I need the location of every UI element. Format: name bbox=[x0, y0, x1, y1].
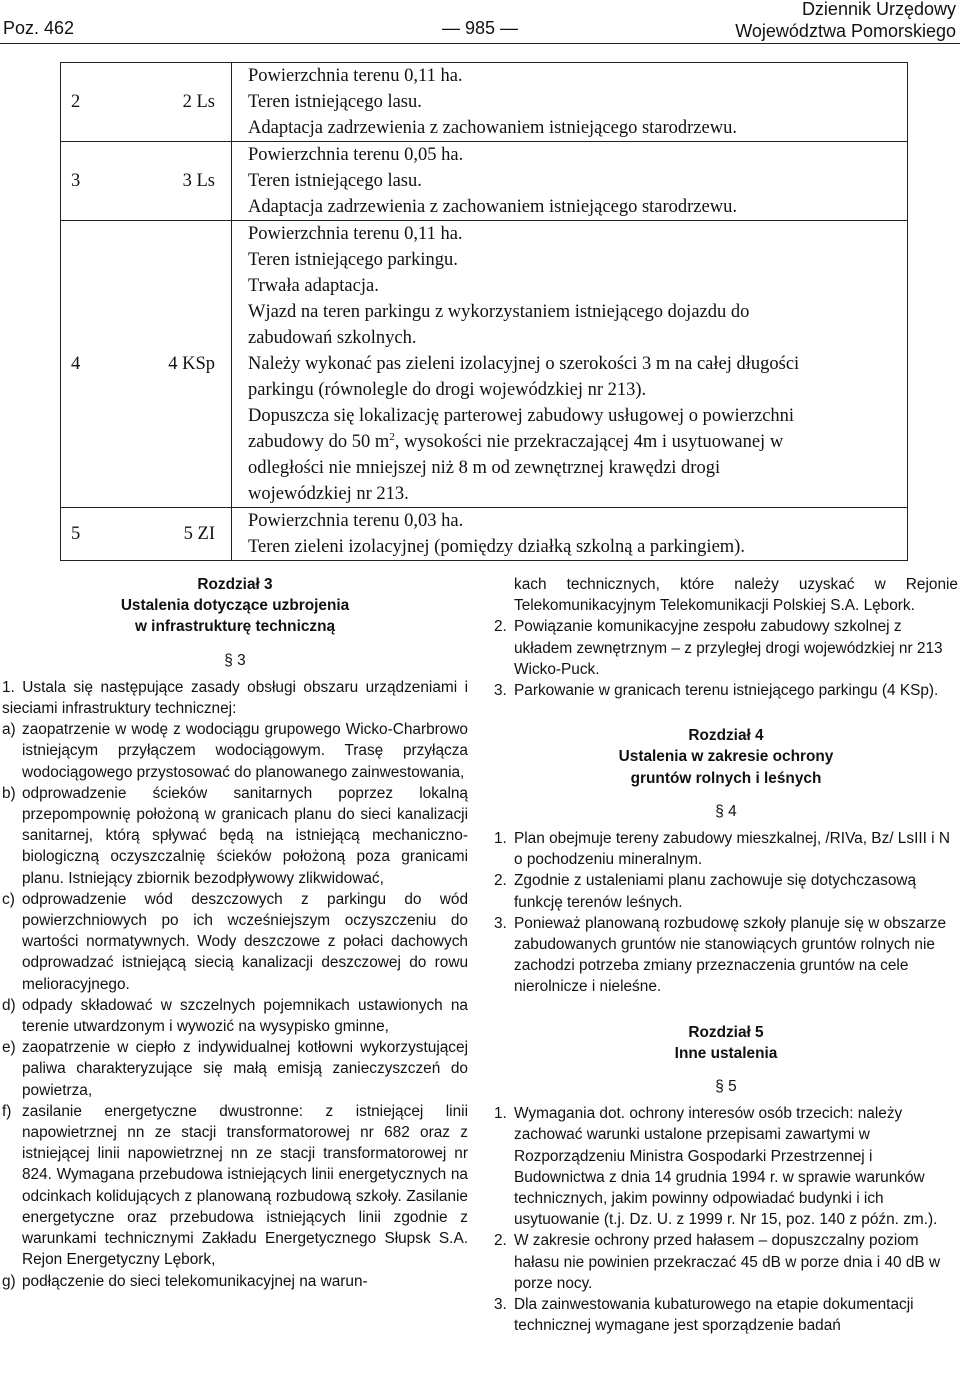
chapter-3-subtitle: w infrastrukturę techniczną bbox=[134, 618, 336, 636]
description-line: Teren zieleni izolacyjnej (pomiędzy działką szkolną a parkingiem). bbox=[248, 537, 745, 557]
row-symbol: 5 ZI bbox=[131, 508, 232, 561]
description-line: Powierzchnia terenu 0,11 ha. bbox=[248, 224, 463, 244]
chapter-4-subtitle: gruntów rolnych i leśnych bbox=[630, 769, 822, 787]
description-line bbox=[248, 429, 901, 455]
list-label: 1. bbox=[494, 830, 507, 848]
journal-title-line2: Województwa Pomorskiego bbox=[735, 21, 956, 41]
description-line: Wjazd na teren parkingu z wykorzystaniem istniejącego dojazdu do bbox=[248, 302, 750, 322]
paragraph-sign: § 4 bbox=[715, 802, 737, 820]
list-item bbox=[494, 913, 958, 998]
row-number: 5 bbox=[61, 508, 132, 561]
page-number: — 985 — bbox=[441, 18, 519, 38]
table-row bbox=[61, 221, 908, 508]
list-text: Zgodnie z ustaleniami planu zachowuje się dotychczasową funkcję terenów leśnych. bbox=[514, 872, 917, 911]
list-item bbox=[494, 828, 958, 870]
list-text: odpady składować w szczelnych pojemnikach ustawionych na terenie utwardzonym i wywozić na wysypisko gminne, bbox=[22, 996, 468, 1036]
row-symbol: 4 KSp bbox=[131, 221, 232, 508]
description-line: Powierzchnia terenu 0,05 ha. bbox=[248, 145, 464, 165]
row-number: 3 bbox=[61, 142, 132, 221]
list-label: 3. bbox=[494, 914, 507, 932]
list-text: odprowadzenie wód deszczowych z parkingu do wód powierzchniowych po ich wcześniejszym oczyszczeniu do wartości normatywnych. Wody deszczowe z połaci dachowych odprowadzać istniejącą siecią kanalizacji deszczowej do rowu melioracyjnego. bbox=[22, 890, 468, 993]
list-item bbox=[2, 995, 468, 1037]
list-text: Dla zainwestowania kubaturowego na etapie dokumentacji technicznej wymagane jest sporządzenie badań bbox=[514, 1296, 914, 1335]
table-row bbox=[61, 63, 908, 142]
list-label: c) bbox=[2, 890, 15, 908]
spacer bbox=[494, 998, 958, 1022]
area-text-post: , wysokości nie przekraczającej 4m i usytuowanej w bbox=[394, 432, 784, 452]
description-line: Powierzchnia terenu 0,03 ha. bbox=[248, 511, 464, 531]
list-label: 1. bbox=[494, 1105, 507, 1123]
row-number: 2 bbox=[61, 63, 132, 142]
list-item bbox=[494, 1230, 958, 1294]
list-item bbox=[494, 870, 958, 912]
list-text: Powiązanie komunikacyjne zespołu zabudowy szkolnej z układem zewnętrznym – z przyległej drogi wojewódzkiej nr 213 Wicko-Puck. bbox=[514, 618, 943, 678]
row-number: 4 bbox=[61, 221, 132, 508]
description-line: Teren istniejącego parkingu. bbox=[248, 250, 458, 270]
spacer bbox=[494, 701, 958, 725]
list-label: d) bbox=[2, 996, 16, 1014]
intro-text: 1. Ustala się następujące zasady obsługi obszaru urządzeniami i sieciami infrastruktury technicznej: bbox=[2, 678, 468, 718]
row-symbol: 3 Ls bbox=[131, 142, 232, 221]
left-column bbox=[2, 574, 468, 1292]
chapter-4-title: Rozdział 4 bbox=[688, 727, 764, 745]
description-line: Teren istniejącego lasu. bbox=[248, 171, 422, 191]
header-rule bbox=[0, 43, 960, 44]
list-text: podłączenie do sieci telekomunikacyjnej na warun- bbox=[22, 1272, 368, 1290]
list-label: 3. bbox=[494, 682, 507, 700]
list-label: b) bbox=[2, 784, 16, 802]
list-text: zaopatrzenie w wodę z wodociągu grupowego Wicko-Charbrowo istniejącym przyłączem wodociągowym. Trasę przyłącza wodociągowego przystosować do planowanego zainwestowania, bbox=[22, 721, 468, 781]
chapter-5-subtitle: Inne ustalenia bbox=[674, 1044, 778, 1062]
area-text-pre: zabudowy do 50 m bbox=[248, 432, 390, 452]
list-label: 2. bbox=[494, 618, 507, 636]
description-line: Teren istniejącego lasu. bbox=[248, 92, 422, 112]
list-item bbox=[494, 616, 958, 680]
list-item bbox=[494, 680, 958, 701]
list-text: zasilanie energetyczne dwustronne: z istniejącej linii napowietrznej nn ze stacji transformatorowej nr 682 oraz z istniejącej linii napowietrznej nn ze stacji transformatorowej nr 824. Wymagana przebudowa istniejących linii energetycznych na odcinkach kolidujących z planowaną rozbudową szkoły. Zasilanie energetyczne oraz przebudowa istniejących linii zgodnie z warunkami technicznymi Zakładu Energetycznego Słupsk S.A. Rejon Energetyczny Lębork, bbox=[22, 1102, 468, 1269]
list-label: f) bbox=[2, 1102, 12, 1120]
continuation-text: kach technicznych, które należy uzyskać w Rejonie Telekomunikacyjnym Telekomunikacji Polskiej S.A. Lębork. bbox=[514, 576, 958, 615]
list-item bbox=[2, 1037, 468, 1101]
description-line: odległości nie mniejszej niż 8 m od zewnętrznej krawędzi drogi bbox=[248, 458, 721, 478]
chapter-5-title: Rozdział 5 bbox=[688, 1023, 764, 1041]
description-line: Adaptacja zadrzewienia z zachowaniem istniejącego starodrzewu. bbox=[248, 197, 737, 217]
list-label: 2. bbox=[494, 1232, 507, 1250]
row-description bbox=[232, 508, 908, 561]
description-line: zabudowań szkolnych. bbox=[248, 328, 417, 348]
zoning-table bbox=[60, 62, 908, 561]
list-item bbox=[2, 1101, 468, 1271]
row-symbol: 2 Ls bbox=[131, 63, 232, 142]
list-text: Wymagania dot. ochrony interesów osób trzecich: należy zachować warunki ustalone przepisami zawartymi w Rozporządzeniu Ministra Gospodarki Przestrzennej i Budownictwa z dnia 14 grudnia 1994 r. w sprawie warunków technicznych, jakim powinny odpowiadać budynki i ich usytuowanie (t.j. Dz. U. z 1999 r. Nr 15, poz. 140 z późn. zm.). bbox=[514, 1105, 938, 1229]
list-item bbox=[494, 1103, 958, 1230]
list-label: g) bbox=[2, 1272, 16, 1290]
right-column bbox=[494, 574, 958, 1337]
list-label: e) bbox=[2, 1039, 16, 1057]
list-text: Parkowanie w granicach terenu istniejącego parkingu (4 KSp). bbox=[514, 682, 939, 700]
description-line: wojewódzkiej nr 213. bbox=[248, 484, 409, 504]
row-description bbox=[232, 63, 908, 142]
journal-title bbox=[735, 0, 956, 42]
list-item bbox=[2, 1271, 468, 1292]
chapter-4-subtitle: Ustalenia w zakresie ochrony bbox=[618, 748, 834, 766]
page-header bbox=[0, 0, 960, 46]
superscript-2: 2 bbox=[389, 430, 395, 443]
list-label: a) bbox=[2, 721, 16, 739]
journal-title-line1: Dziennik Urzędowy bbox=[801, 0, 956, 19]
list-text: odprowadzenie ścieków sanitarnych poprzez lokalną przepompownię położoną w granicach planu do sieci kanalizacji sanitarnej, którą spływać będą na istniejącą mechaniczno-biologiczną oczyszczalnię ścieków położoną poza granicami planu. Istniejący zbiornik bezodpływowy zlikwidować, bbox=[22, 784, 468, 887]
position-label: Poz. 462 bbox=[3, 18, 75, 38]
description-line: Powierzchnia terenu 0,11 ha. bbox=[248, 66, 463, 86]
list-item bbox=[2, 889, 468, 995]
list-label: 3. bbox=[494, 1296, 507, 1314]
row-description bbox=[232, 142, 908, 221]
list-text: Ponieważ planowaną rozbudowę szkoły planuje się w obszarze zabudowanych gruntów nie stanowiących gruntów rolnych nie zachodzi potrzeba zmiany przeznaczenia gruntów na cele nierolnicze i nieleśne. bbox=[514, 914, 947, 996]
list-label: 2. bbox=[494, 872, 507, 890]
list-text: zaopatrzenie w ciepło z indywidualnej kotłowni wykorzystującej paliwa charakteryzujące się małą emisją zanieczyszczeń do powietrza, bbox=[22, 1039, 468, 1099]
paragraph-sign: § 3 bbox=[224, 651, 246, 669]
list-text: W zakresie ochrony przed hałasem – dopuszczalny poziom hałasu nie powinien przekraczać 45 dB w porze dnia i 40 dB w porze nocy. bbox=[514, 1232, 941, 1292]
list-item bbox=[2, 719, 468, 783]
list-item bbox=[2, 783, 468, 889]
table-row bbox=[61, 508, 908, 561]
description-line: Dopuszcza się lokalizację parterowej zabudowy usługowej o powierzchni bbox=[248, 406, 795, 426]
description-line: parkingu (równolegle do drogi wojewódzkiej nr 213). bbox=[248, 380, 647, 400]
list-text: Plan obejmuje tereny zabudowy mieszkalnej, /RIVa, Bz/ LsIII i N o pochodzeniu mineralnym. bbox=[514, 830, 950, 869]
chapter-3-title: Rozdział 3 bbox=[197, 576, 273, 593]
table-row bbox=[61, 142, 908, 221]
chapter-3-subtitle: Ustalenia dotyczące uzbrojenia bbox=[120, 597, 350, 615]
description-line: Należy wykonać pas zieleni izolacyjnej o szerokości 3 m na całej długości bbox=[248, 354, 800, 374]
paragraph-sign: § 5 bbox=[715, 1078, 737, 1096]
row-description bbox=[232, 221, 908, 508]
description-line: Trwała adaptacja. bbox=[248, 276, 379, 296]
list-item bbox=[494, 1294, 958, 1336]
description-line: Adaptacja zadrzewienia z zachowaniem istniejącego starodrzewu. bbox=[248, 118, 737, 138]
